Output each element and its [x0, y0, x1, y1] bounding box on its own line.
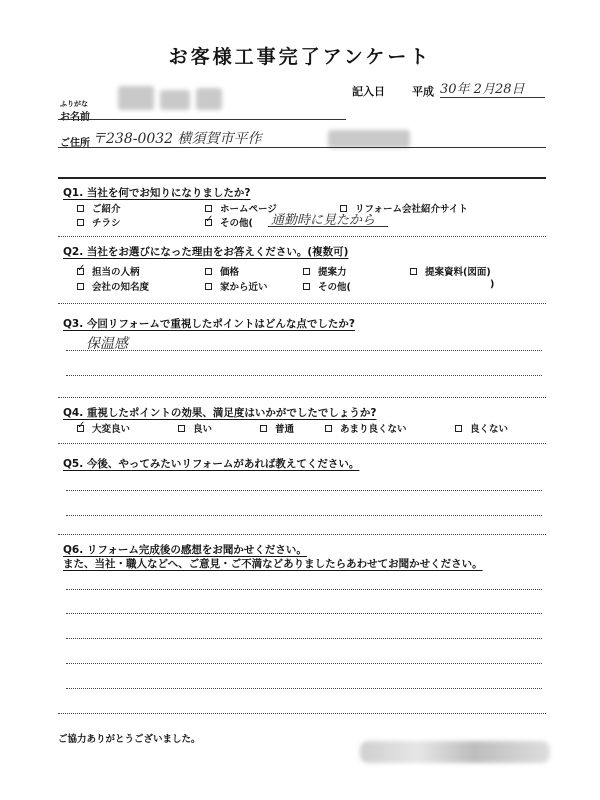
- checkbox[interactable]: [77, 219, 84, 226]
- entry-date-value: 30年 2月28日: [440, 82, 525, 97]
- q4-option-very-good[interactable]: ✓ 大変良い: [77, 421, 130, 435]
- entry-date-label: 記入日: [352, 85, 385, 98]
- furigana-label: ふりがな: [60, 100, 88, 108]
- q4-option-not-good[interactable]: あまり良くない: [325, 421, 407, 435]
- checkbox[interactable]: [455, 425, 462, 432]
- section-divider: [58, 443, 546, 444]
- answer-line[interactable]: [66, 589, 542, 590]
- checkbox[interactable]: [77, 283, 84, 290]
- checkbox-checked[interactable]: [77, 268, 84, 275]
- redacted-address: [328, 130, 410, 148]
- q2-option-near-home[interactable]: 家から近い: [205, 279, 268, 293]
- name-label: お名前: [60, 112, 90, 123]
- checkbox[interactable]: [77, 205, 84, 212]
- q1-option-referral[interactable]: ご紹介: [77, 201, 121, 215]
- q4-option-good[interactable]: 良い: [178, 421, 212, 435]
- q3-label: Q3. 今回リフォームで重視したポイントはどんな点でしたか?: [63, 318, 355, 330]
- redacted-name-2: [160, 90, 190, 110]
- q1-option-flyer[interactable]: チラシ: [77, 215, 121, 229]
- entry-date-underline: [440, 97, 545, 98]
- checkbox[interactable]: [410, 268, 417, 275]
- q1-option-referral-site[interactable]: リフォーム会社紹介サイト: [340, 201, 468, 215]
- section-divider: [58, 236, 546, 237]
- q2-label: Q2. 当社をお選びになった理由をお答えください。(複数可): [63, 246, 349, 258]
- answer-line[interactable]: [66, 663, 542, 664]
- q2-option-documents[interactable]: 提案資料(図面): [410, 264, 491, 278]
- q1-option-other[interactable]: ✓ その他(: [205, 215, 253, 229]
- q2-option-staff[interactable]: ✓ 担当の人柄: [77, 264, 140, 278]
- address-value: 〒238-0032 横須賀市平作: [92, 131, 262, 147]
- answer-line[interactable]: [66, 688, 542, 689]
- checkbox[interactable]: [303, 268, 310, 275]
- q6-label-line2: また、当社・職人などへ、ご意見・ご不満などありましたらあわせてお聞かせください。: [63, 558, 483, 570]
- answer-line[interactable]: [66, 613, 542, 614]
- answer-line[interactable]: [66, 515, 542, 516]
- q2-option-reputation[interactable]: 会社の知名度: [77, 279, 149, 293]
- checkbox[interactable]: [260, 425, 267, 432]
- q2-option-proposal[interactable]: 提案力: [303, 264, 347, 278]
- checkbox[interactable]: [205, 205, 212, 212]
- section-divider: [58, 303, 546, 304]
- section-divider: [58, 397, 546, 398]
- q1-option-homepage[interactable]: ホームページ: [205, 201, 277, 215]
- q2-option-other[interactable]: その他(: [303, 279, 351, 293]
- checkbox-checked[interactable]: [205, 219, 212, 226]
- entry-date-era: 平成: [412, 85, 434, 98]
- checkbox[interactable]: [178, 425, 185, 432]
- address-label: ご住所: [60, 138, 90, 149]
- redacted-company-stamp: [360, 741, 550, 763]
- q5-label: Q5. 今後、やってみたいリフォームがあれば教えてください。: [63, 458, 360, 470]
- q2-other-close: ): [490, 279, 495, 290]
- address-underline: [58, 147, 546, 148]
- answer-line[interactable]: [66, 350, 542, 351]
- answer-line[interactable]: [66, 638, 542, 639]
- q1-other-underline: [268, 226, 388, 227]
- checkbox-checked[interactable]: [77, 425, 84, 432]
- name-underline: [58, 119, 346, 120]
- q3-answer: 保温感: [86, 336, 128, 352]
- answer-line[interactable]: [66, 490, 542, 491]
- section-divider: [58, 713, 546, 714]
- section-divider: [58, 177, 546, 179]
- q1-label: Q1. 当社を何でお知りになりましたか?: [63, 187, 251, 199]
- thank-you-note: ご協力ありがとうございました。: [58, 734, 201, 745]
- checkbox[interactable]: [205, 268, 212, 275]
- q4-option-average[interactable]: 普通: [260, 421, 294, 435]
- q6-label-line1: Q6. リフォーム完成後の感想をお聞かせください。: [63, 544, 307, 556]
- checkbox[interactable]: [205, 283, 212, 290]
- section-divider: [58, 534, 546, 535]
- q2-option-price[interactable]: 価格: [205, 264, 239, 278]
- redacted-name-1: [118, 86, 154, 110]
- page-title: お客様工事完了アンケート: [168, 46, 432, 68]
- redacted-name-3: [196, 88, 222, 110]
- q1-other-answer: 通勤時に見たから: [271, 213, 376, 228]
- q4-option-bad[interactable]: 良くない: [455, 421, 508, 435]
- answer-line[interactable]: [66, 375, 542, 376]
- checkbox[interactable]: [303, 283, 310, 290]
- checkbox[interactable]: [325, 425, 332, 432]
- q4-label: Q4. 重視したポイントの効果、満足度はいかがでしたでしょうか?: [63, 407, 377, 419]
